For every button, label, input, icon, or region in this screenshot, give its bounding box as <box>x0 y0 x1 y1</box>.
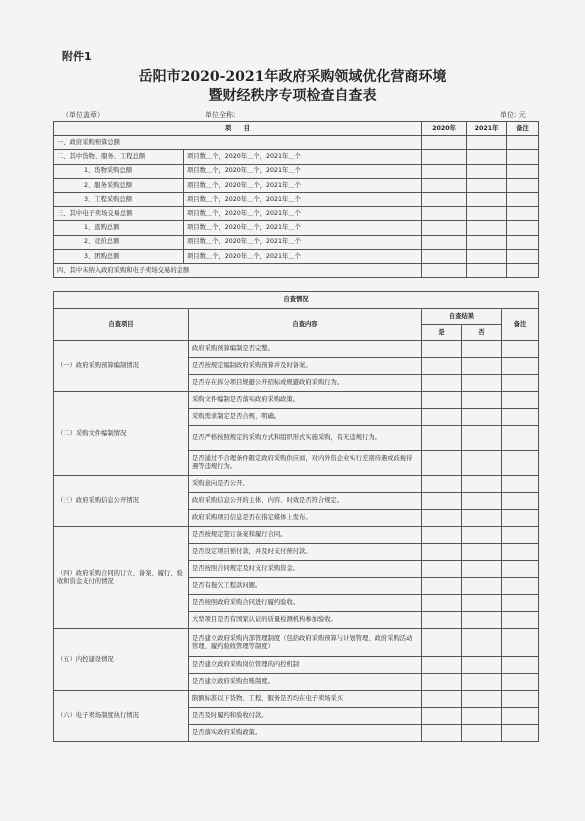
check-content: 政府采购信息公开的主体、内容、时效是否符合规定。 <box>189 493 422 510</box>
unit-name-label: 单位全称: <box>205 111 236 119</box>
check-content: 是否通过不合理条件限定政府采购供应商，对内外资企业实行差别待遇或歧视待遇等违规行为。 <box>189 451 422 476</box>
row-detail: 项目数＿个，2020年＿个，2021年＿个 <box>184 221 422 235</box>
check-content: 是否存在拆分项目规避公开招标或规避政府采购行为。 <box>189 375 422 392</box>
check-content: 采购意向是否公开。 <box>189 476 422 493</box>
check-content: 大型项目是否有国家认证的质量检测机构参加验收。 <box>189 612 422 629</box>
check-content: 是否有拖欠工程款问题。 <box>189 578 422 595</box>
header-check-result: 自查结果 <box>422 309 502 325</box>
header-note: 备注 <box>502 309 539 341</box>
check-content: 是否建立政府采购内部管理制度（包括政府采购预算与计划管理、政府采购活动管理、履约验收管理等制度） <box>189 629 422 657</box>
row-label: 1、货物采购总额 <box>54 164 184 178</box>
header-check-item: 自查项目 <box>54 309 189 341</box>
check-item: （三）政府采购信息公开情况 <box>54 476 189 527</box>
row-detail: 项目数＿个，2020年＿个，2021年＿个 <box>184 249 422 263</box>
table-row <box>54 150 539 164</box>
check-content: 是否及时履约和验收付款。 <box>189 708 422 725</box>
check-content: 是否按规定签订备案和履行合同。 <box>189 527 422 544</box>
row-label: 3、团购总额 <box>54 249 184 263</box>
check-content: 是否落实政府采购政策。 <box>189 725 422 742</box>
table-row <box>54 207 539 221</box>
table-row <box>54 629 539 657</box>
table-row <box>54 476 539 493</box>
table-row <box>54 691 539 708</box>
header-no: 否 <box>462 325 502 341</box>
row-label: 2、服务采购总额 <box>54 178 184 192</box>
row-detail: 项目数＿个，2020年＿个，2021年＿个 <box>184 235 422 249</box>
row-label: 二、其中货物、服务、工程总额 <box>54 150 184 164</box>
table-row <box>54 221 539 235</box>
section-title-row <box>54 292 539 309</box>
table-row <box>54 249 539 263</box>
check-content: 是否建立政府采购岗位管理的内控机制 <box>189 657 422 674</box>
check-content: 是否严格按照规定的采购方式和组织形式实施采购，有无违规行为。 <box>189 426 422 451</box>
table-row <box>54 263 539 277</box>
table-row <box>54 164 539 178</box>
unit-stamp: （单位盖章） <box>62 111 104 119</box>
check-content: 政府采购预算编制是否完整。 <box>189 341 422 358</box>
check-item: （五）内控建设情况 <box>54 629 189 691</box>
row-detail: 项目数＿个，2020年＿个，2021年＿个 <box>184 150 422 164</box>
table-row <box>54 192 539 206</box>
header-2021: 2021年 <box>467 122 507 136</box>
check-content: 采购需求制定是否合规、明确。 <box>189 409 422 426</box>
check-item: （一）政府采购预算编制情况 <box>54 341 189 392</box>
table-row <box>54 178 539 192</box>
row-detail: 项目数＿个，2020年＿个，2021年＿个 <box>184 178 422 192</box>
row-detail: 项目数＿个，2020年＿个，2021年＿个 <box>184 192 422 206</box>
row-detail: 项目数＿个，2020年＿个，2021年＿个 <box>184 207 422 221</box>
header-yes: 是 <box>422 325 462 341</box>
row-label: 三、其中电子卖场交易总额 <box>54 207 184 221</box>
row-label: 1、直购总额 <box>54 221 184 235</box>
check-content: 是否按照合同规定及时支付采购资金。 <box>189 561 422 578</box>
unit-measure: 单位: 元 <box>500 111 526 119</box>
check-content: 限额标准以下货物、工程、服务是否均在电子卖场采买 <box>189 691 422 708</box>
document-subtitle: 暨财经秩序专项检查自查表 <box>208 88 377 104</box>
check-content: 采购文件编制是否落实政府采购政策。 <box>189 392 422 409</box>
header-item: 项 目 <box>54 122 422 136</box>
self-check-table <box>53 291 539 742</box>
table-row <box>54 341 539 358</box>
table-row <box>54 527 539 544</box>
row-label: 2、竞价总额 <box>54 235 184 249</box>
table-row <box>54 392 539 409</box>
table-header-row <box>54 122 539 136</box>
check-item: （四）政府采购合同的订立、备案、履行、验收和资金支付的情况 <box>54 527 189 629</box>
row-detail: 项目数＿个，2020年＿个，2021年＿个 <box>184 164 422 178</box>
row-label: 四、其中未纳入政府采购和电子卖场交易的金额 <box>54 263 422 277</box>
check-content: 是否设定项目预付款，并及时支付预付款。 <box>189 544 422 561</box>
document-title: 岳阳市2020-2021年政府采购领域优化营商环境 <box>138 69 447 85</box>
budget-summary-table <box>53 121 539 278</box>
row-label: 一、政府采购预算总额 <box>54 136 422 150</box>
check-content: 是否建立政府采购台账制度。 <box>189 674 422 691</box>
attachment-label: 附件1 <box>62 50 92 63</box>
section-title: 自查情况 <box>54 292 539 309</box>
check-item: （六）电子卖场制度执行情况 <box>54 691 189 742</box>
header-note: 备注 <box>507 122 539 136</box>
row-label: 3、工程采购总额 <box>54 192 184 206</box>
check-content: 是否按规定编制政府采购预算并及时备案。 <box>189 358 422 375</box>
header-2020: 2020年 <box>422 122 467 136</box>
check-content: 政府采购项目信息是否在指定媒体上发布。 <box>189 510 422 527</box>
header-check-content: 自查内容 <box>189 309 422 341</box>
table-row <box>54 136 539 150</box>
check-content: 是否按照政府采购合同进行履约验收。 <box>189 595 422 612</box>
check-item: （二）采购文件编制情况 <box>54 392 189 476</box>
table-row <box>54 235 539 249</box>
table-header-row <box>54 309 539 325</box>
